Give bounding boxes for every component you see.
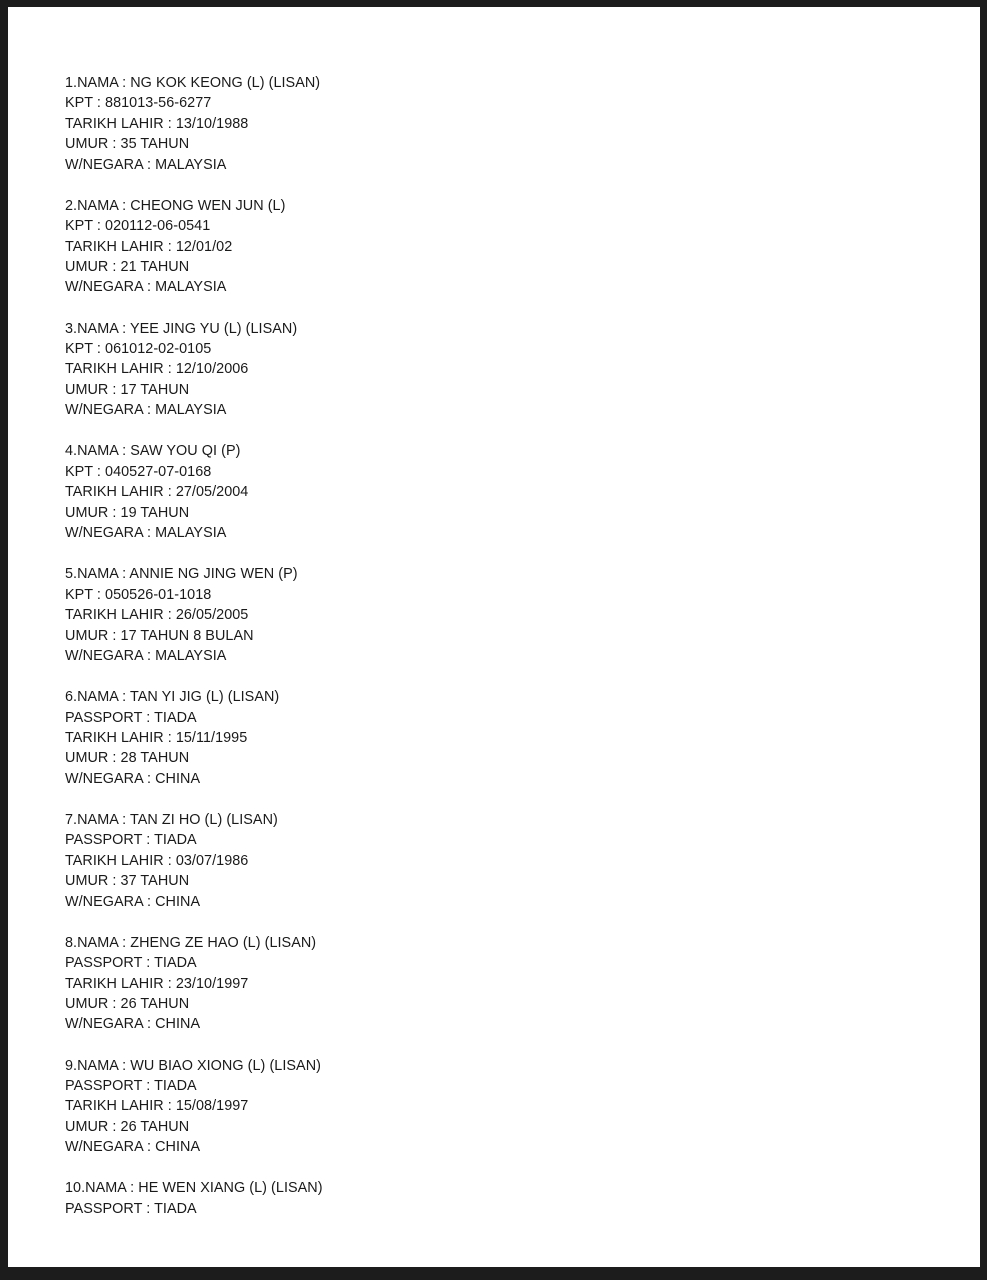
person-record-4 — [65, 441, 665, 543]
warganegara-line: W/NEGARA : MALAYSIA — [65, 156, 227, 173]
person-record-6 — [65, 687, 665, 789]
warganegara-line: W/NEGARA : CHINA — [65, 893, 201, 910]
umur-line: UMUR : 19 TAHUN — [65, 504, 190, 521]
nama-line: 9.NAMA : WU BIAO XIONG (L) (LISAN) — [65, 1057, 321, 1074]
kpt-line: KPT : 040527-07-0168 — [65, 463, 212, 480]
tarikh-lahir-line: TARIKH LAHIR : 27/05/2004 — [65, 484, 249, 501]
warganegara-line: W/NEGARA : CHINA — [65, 1016, 201, 1033]
nama-line: 3.NAMA : YEE JING YU (L) (LISAN) — [65, 320, 298, 337]
kpt-line: KPT : 881013-56-6277 — [65, 95, 212, 112]
umur-line: UMUR : 37 TAHUN — [65, 873, 190, 890]
nama-line: 5.NAMA : ANNIE NG JING WEN (P) — [65, 566, 298, 583]
person-record-2 — [65, 196, 665, 298]
person-record-5 — [65, 564, 665, 666]
person-record-1 — [65, 73, 665, 175]
tarikh-lahir-line: TARIKH LAHIR : 15/08/1997 — [65, 1098, 249, 1115]
warganegara-line: W/NEGARA : CHINA — [65, 770, 201, 787]
nama-line: 1.NAMA : NG KOK KEONG (L) (LISAN) — [65, 75, 321, 91]
tarikh-lahir-line: TARIKH LAHIR : 26/05/2005 — [65, 607, 249, 624]
passport-line: PASSPORT : TIADA — [65, 1200, 197, 1217]
tarikh-lahir-line: TARIKH LAHIR : 12/01/02 — [65, 238, 233, 255]
umur-line: UMUR : 26 TAHUN — [65, 1118, 190, 1135]
nama-line: 10.NAMA : HE WEN XIANG (L) (LISAN) — [65, 1180, 323, 1197]
umur-line: UMUR : 21 TAHUN — [65, 259, 190, 276]
umur-line: UMUR : 17 TAHUN 8 BULAN — [65, 627, 254, 644]
document-page — [8, 7, 980, 1267]
warganegara-line: W/NEGARA : MALAYSIA — [65, 279, 227, 296]
tarikh-lahir-line: TARIKH LAHIR : 13/10/1988 — [65, 115, 249, 132]
person-list — [65, 73, 665, 1240]
person-record-3 — [65, 319, 665, 421]
warganegara-line: W/NEGARA : MALAYSIA — [65, 525, 227, 542]
umur-line: UMUR : 35 TAHUN — [65, 136, 190, 153]
nama-line: 2.NAMA : CHEONG WEN JUN (L) — [65, 197, 286, 214]
passport-line: PASSPORT : TIADA — [65, 1078, 197, 1095]
nama-line: 6.NAMA : TAN YI JIG (L) (LISAN) — [65, 689, 280, 706]
person-record-9 — [65, 1056, 665, 1158]
nama-line: 7.NAMA : TAN ZI HO (L) (LISAN) — [65, 811, 278, 828]
tarikh-lahir-line: TARIKH LAHIR : 12/10/2006 — [65, 361, 249, 378]
tarikh-lahir-line: TARIKH LAHIR : 15/11/1995 — [65, 729, 248, 746]
umur-line: UMUR : 17 TAHUN — [65, 381, 190, 398]
nama-line: 4.NAMA : SAW YOU QI (P) — [65, 443, 241, 460]
warganegara-line: W/NEGARA : MALAYSIA — [65, 647, 227, 664]
umur-line: UMUR : 26 TAHUN — [65, 996, 190, 1013]
tarikh-lahir-line: TARIKH LAHIR : 23/10/1997 — [65, 975, 249, 992]
person-record-8 — [65, 933, 665, 1035]
umur-line: UMUR : 28 TAHUN — [65, 750, 190, 767]
passport-line: PASSPORT : TIADA — [65, 955, 197, 972]
kpt-line: KPT : 050526-01-1018 — [65, 586, 212, 603]
kpt-line: KPT : 020112-06-0541 — [65, 218, 211, 235]
warganegara-line: W/NEGARA : MALAYSIA — [65, 402, 227, 419]
person-record-10 — [65, 1178, 665, 1219]
warganegara-line: W/NEGARA : CHINA — [65, 1139, 201, 1156]
kpt-line: KPT : 061012-02-0105 — [65, 341, 212, 358]
tarikh-lahir-line: TARIKH LAHIR : 03/07/1986 — [65, 852, 249, 869]
person-record-7 — [65, 810, 665, 912]
passport-line: PASSPORT : TIADA — [65, 709, 197, 726]
nama-line: 8.NAMA : ZHENG ZE HAO (L) (LISAN) — [65, 934, 317, 951]
passport-line: PASSPORT : TIADA — [65, 832, 197, 849]
